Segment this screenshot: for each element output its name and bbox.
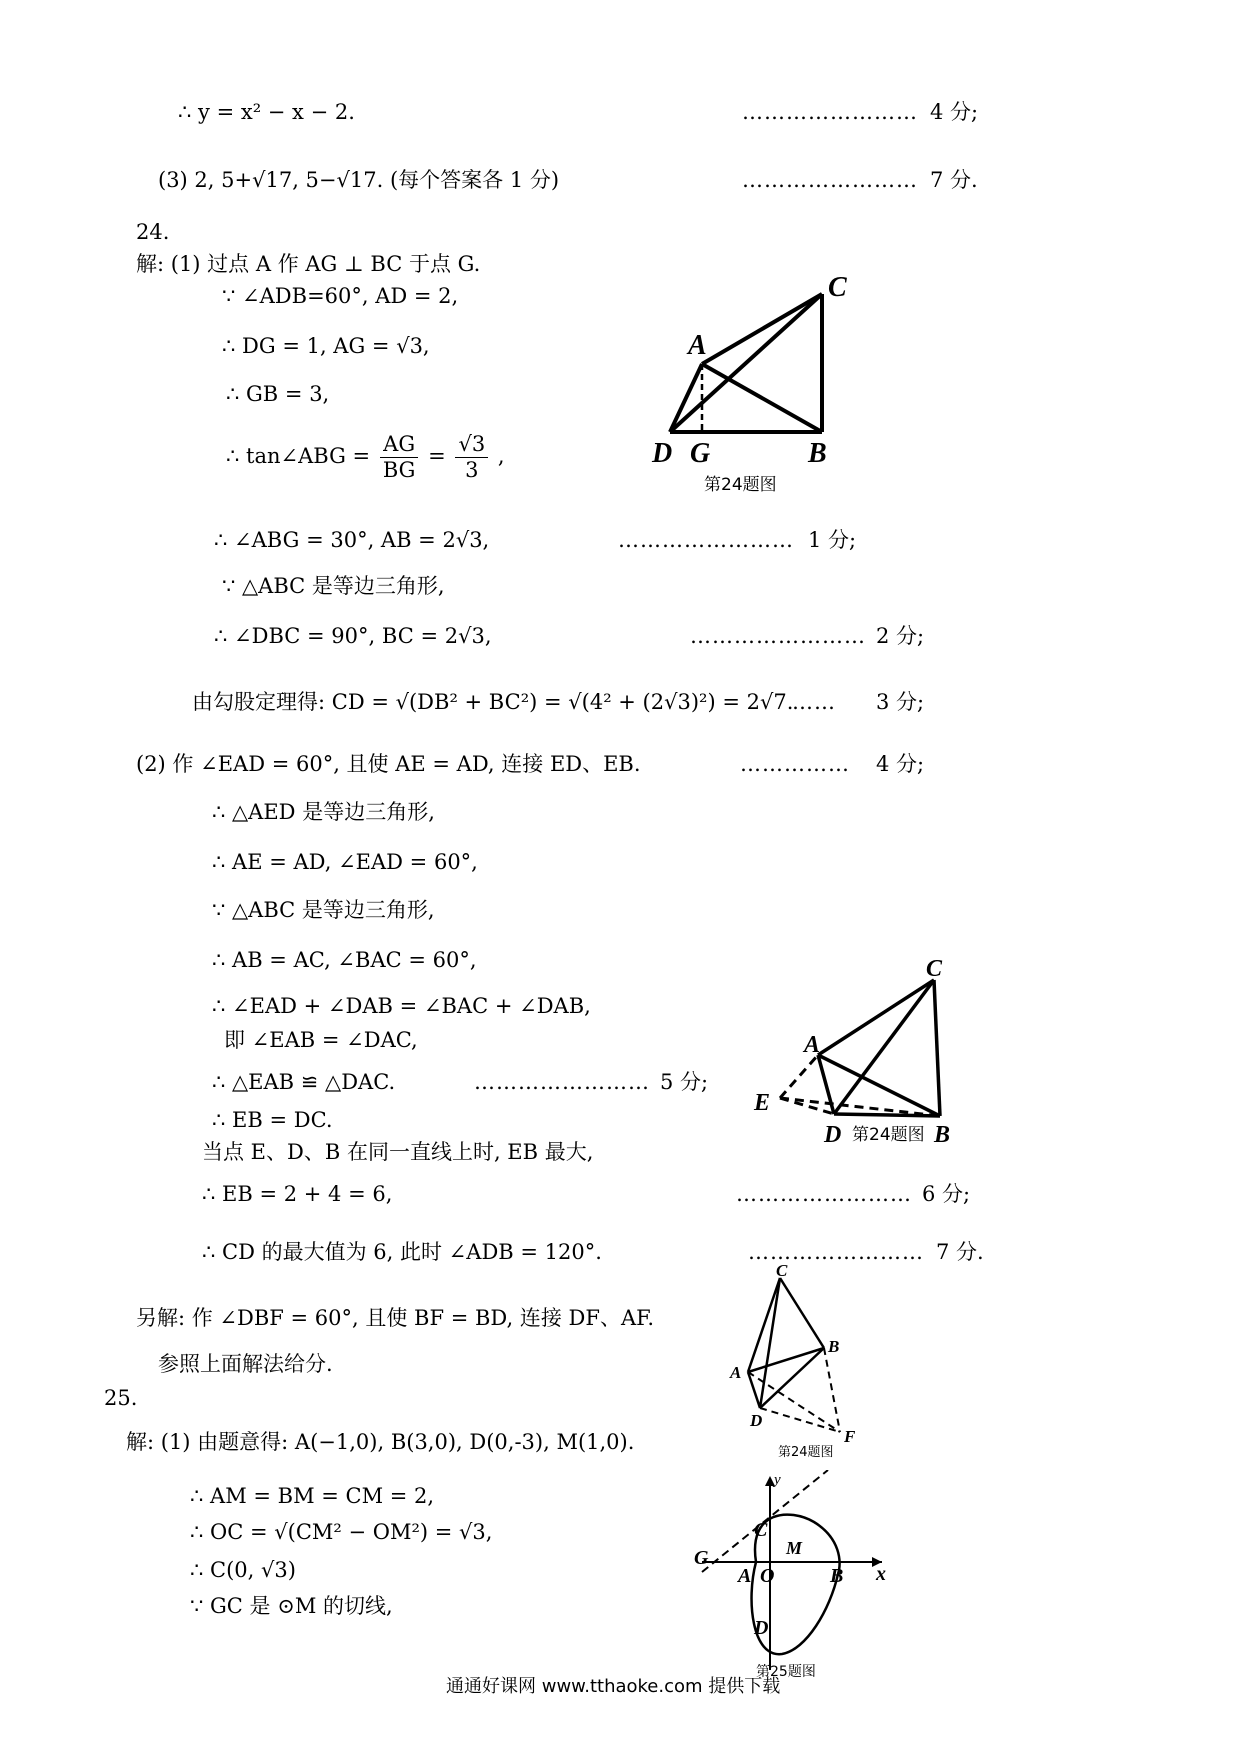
tan-expression: ∴ tan∠ABG = [226, 444, 371, 469]
fraction-ag-bg [380, 432, 419, 483]
label-a: A [730, 1363, 742, 1382]
label-d: D [750, 1411, 763, 1430]
q24-step-8: ∴ ∠DBC = 90°, BC = 2√3, [214, 624, 492, 648]
label-a: A [738, 1565, 752, 1587]
figure-24-2 [740, 950, 970, 1170]
q24-part2-step-5: ∴ AB = AC, ∠BAC = 60°, [212, 948, 477, 972]
score-3: 1 分; [808, 528, 857, 552]
q24-step-3: ∴ DG = 1, AG = √3, [222, 334, 430, 358]
figure-24-1 [640, 270, 880, 500]
label-c: C [754, 1519, 768, 1541]
label-a: A [804, 1032, 821, 1058]
figure-caption: 第24题图 [852, 1125, 925, 1145]
q24-step-6: ∴ ∠ABG = 30°, AB = 2√3, [214, 528, 490, 552]
label-f: F [844, 1427, 856, 1446]
q24-step-5 [226, 432, 505, 483]
question-24-number: 24. [136, 220, 170, 244]
label-x: x [876, 1563, 886, 1585]
label-d: D [652, 438, 673, 469]
q24-step-2: ∵ ∠ADB=60°, AD = 2, [222, 284, 459, 308]
label-b: B [830, 1565, 844, 1587]
segment-ca [748, 1278, 780, 1372]
segment-da [670, 364, 702, 432]
dots-8: …………………… [736, 1182, 912, 1206]
q24-step-9: 由勾股定理得: CD = √(DB² + BC²) = √(4² + (2√3)²) = 2√7. [192, 690, 794, 714]
segment-ac [818, 980, 934, 1055]
q24-part2-step-10: 当点 E、D、B 在同一直线上时, EB 最大, [202, 1140, 594, 1164]
dots-2: …………………… [742, 168, 918, 192]
q24-part2-step-9: ∴ EB = DC. [212, 1108, 333, 1132]
q24-part2-step-1: (2) 作 ∠EAD = 60°, 且使 AE = AD, 连接 ED、EB. [136, 752, 641, 776]
q24-part2-step-12: ∴ CD 的最大值为 6, 此时 ∠ADB = 120°. [202, 1240, 602, 1264]
segment-ac [702, 294, 822, 364]
score-6: 4 分; [876, 752, 925, 776]
q24-part2-step-7: 即 ∠EAB = ∠DAC, [224, 1028, 418, 1052]
label-c: C [776, 1261, 788, 1280]
q24-part2-step-4: ∵ △ABC 是等边三角形, [212, 898, 435, 922]
fraction-numerator: AG [380, 432, 419, 458]
segment-ea-dashed [780, 1055, 818, 1098]
score-7: 5 分; [660, 1070, 709, 1094]
figure-caption: 第24题图 [704, 475, 777, 495]
label-g: G [694, 1547, 709, 1569]
segment-dc [834, 980, 934, 1114]
q24-step-7: ∵ △ABC 是等边三角形, [222, 574, 445, 598]
q25-step-5: ∵ GC 是 ⊙M 的切线, [190, 1594, 393, 1618]
q25-step-4: ∴ C(0, √3) [190, 1558, 296, 1582]
answer-line-2: (3) 2, 5+√17, 5−√17. (每个答案各 1 分) [158, 168, 560, 192]
q24-part2-step-2: ∴ △AED 是等边三角形, [212, 800, 435, 824]
figure-25 [690, 1470, 890, 1680]
dots-5: …… [792, 690, 836, 714]
figure-caption: 第24题图 [778, 1445, 834, 1460]
fraction-sqrt3-3 [455, 432, 488, 483]
fraction-numerator: √3 [455, 432, 488, 458]
label-c: C [926, 956, 943, 982]
dots-7: …………………… [474, 1070, 650, 1094]
score-1: 4 分; [930, 100, 979, 124]
fraction-denominator: 3 [465, 458, 479, 483]
segment-df-dashed [760, 1408, 840, 1432]
segment-cb [780, 1278, 824, 1348]
segment-ab [818, 1055, 940, 1116]
q24-part2-step-11: ∴ EB = 2 + 4 = 6, [202, 1182, 393, 1206]
figure-24-3 [720, 1260, 890, 1460]
label-e: E [754, 1090, 771, 1116]
q25-step-1: 解: (1) 由题意得: A(−1,0), B(3,0), D(0,-3), M(1,0). [126, 1430, 635, 1454]
label-d: D [824, 1122, 842, 1148]
q24-step-1: 解: (1) 过点 A 作 AG ⊥ BC 于点 G. [136, 252, 481, 276]
score-2: 7 分. [930, 168, 978, 192]
dots-9: …………………… [748, 1240, 924, 1264]
segment-bf-dashed [824, 1348, 840, 1432]
question-25-number: 25. [104, 1386, 138, 1410]
label-d: D [754, 1617, 769, 1639]
label-y: y [774, 1472, 781, 1488]
q25-step-3: ∴ OC = √(CM² − OM²) = √3, [190, 1520, 493, 1544]
dots-3: …………………… [618, 528, 794, 552]
segment-ad [748, 1372, 760, 1408]
segment-ab [702, 364, 822, 432]
label-a: A [688, 330, 707, 361]
label-g: G [690, 438, 711, 469]
comma: , [497, 444, 505, 469]
label-m: M [786, 1538, 803, 1558]
segment-dc [670, 294, 822, 432]
segment-db [834, 1114, 940, 1116]
figure-caption: 第25题图 [756, 1664, 816, 1680]
footer-credit: 通通好课网 www.tthaoke.com 提供下载 [446, 1676, 781, 1697]
label-b: B [808, 438, 827, 469]
label-o: O [760, 1565, 775, 1587]
alternative-note: 参照上面解法给分. [158, 1352, 333, 1376]
label-b: B [828, 1337, 840, 1356]
dots-4: …………………… [690, 624, 866, 648]
q24-step-4: ∴ GB = 3, [226, 382, 330, 406]
dots-6: …………… [740, 752, 850, 776]
score-5: 3 分; [876, 690, 925, 714]
q24-part2-step-3: ∴ AE = AD, ∠EAD = 60°, [212, 850, 478, 874]
equals-sign: = [428, 444, 446, 469]
score-8: 6 分; [922, 1182, 971, 1206]
dots-1: …………………… [742, 100, 918, 124]
answer-line-1: ∴ y = x² − x − 2. [178, 100, 355, 124]
fraction-denominator: BG [382, 458, 416, 483]
alternative-solution: 另解: 作 ∠DBF = 60°, 且使 BF = BD, 连接 DF、AF. [136, 1306, 655, 1330]
score-9: 7 分. [936, 1240, 984, 1264]
segment-cb [934, 980, 940, 1116]
label-b: B [934, 1122, 951, 1148]
q24-part2-step-8: ∴ △EAB ≌ △DAC. [212, 1070, 396, 1094]
segment-dc [760, 1278, 780, 1408]
score-4: 2 分; [876, 624, 925, 648]
q24-part2-step-6: ∴ ∠EAD + ∠DAB = ∠BAC + ∠DAB, [212, 994, 591, 1018]
label-c: C [828, 272, 847, 303]
q25-step-2: ∴ AM = BM = CM = 2, [190, 1484, 435, 1508]
